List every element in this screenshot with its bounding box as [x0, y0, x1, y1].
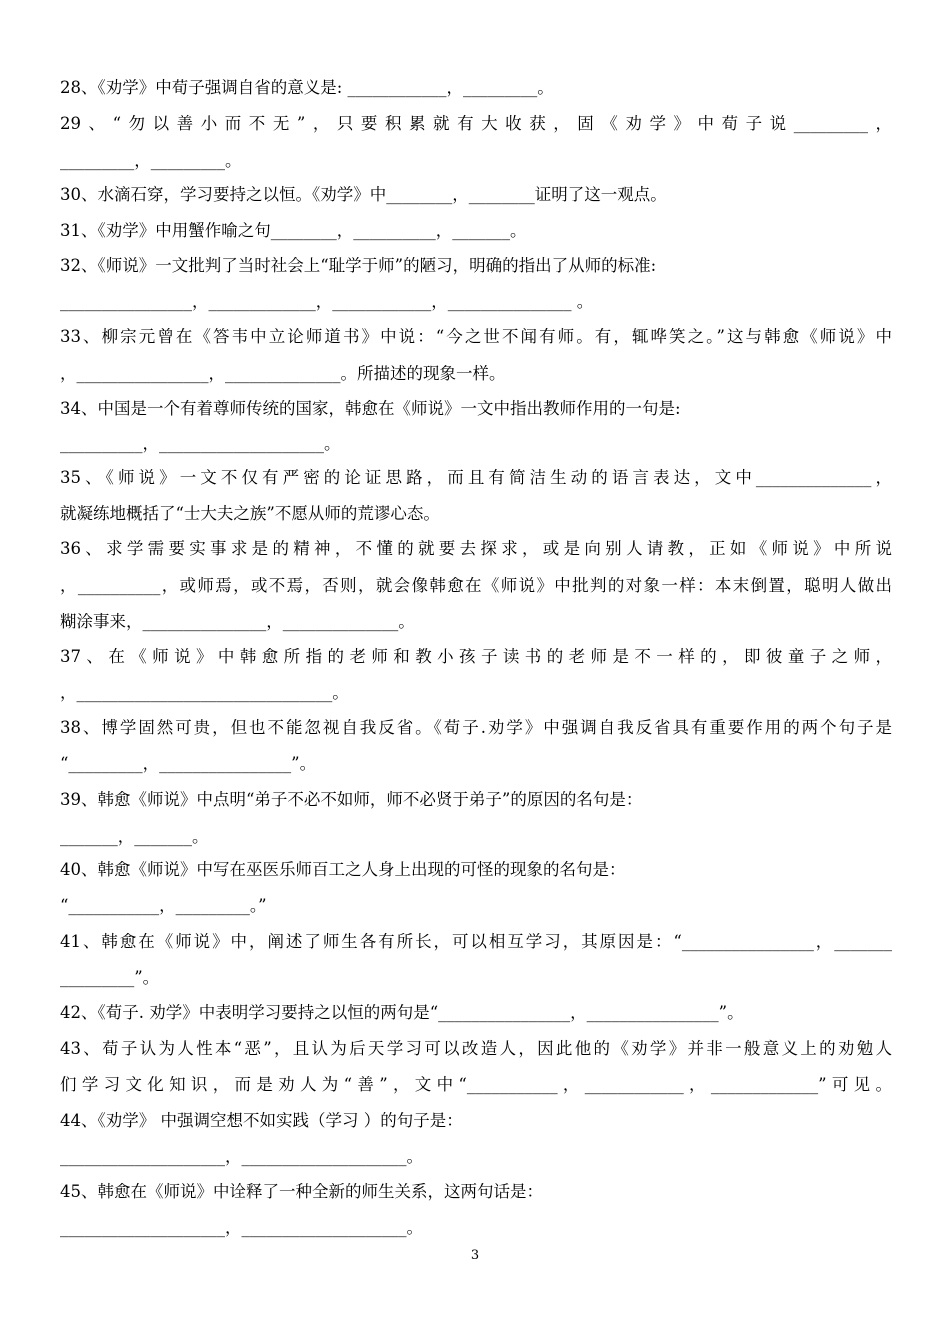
text-line: 们学习文化知识，而是劝人为“善”，文中“___________，____________，_____________”可见。 [60, 1075, 892, 1094]
text-line: _______，_______。 [60, 827, 209, 846]
text-line: 29、“勿以善小而不无”，只要积累就有大收获，固《劝学》中荀子说_________， [60, 114, 892, 133]
page-number: 3 [470, 1248, 480, 1263]
text-line: ，________________，______________。所描述的现象一样。 [60, 364, 506, 383]
text-line: 43、荀子认为人性本“恶”，且认为后天学习可以改造人，因此他的《劝学》并非一般意义上的劝勉人 [60, 1039, 892, 1058]
text-line: 糊涂事来，_______________，______________。 [60, 612, 415, 631]
text-line: 42、《荀子. 劝学》中表明学习要持之以恒的两句是“________________，________________”。 [60, 1003, 744, 1022]
text-line: _________”。 [60, 968, 160, 987]
text-line: ，__________，或师焉，或不焉，否则，就会像韩愈在《师说》中批判的对象一样：本末倒置，聪明人做出 [60, 576, 892, 595]
text-line: ________________，_____________，____________，_______________ 。 [60, 292, 594, 311]
text-line: ____________________，____________________。 [60, 1218, 423, 1237]
text-line: 38、博学固然可贵，但也不能忽视自我反省。《荀子.劝学》中强调自我反省具有重要作用的两个句子是 [60, 718, 892, 737]
text-line: 40、韩愈《师说》中写在巫医乐师百工之人身上出现的可怪的现象的名句是： [60, 860, 626, 879]
text-line: 39、韩愈《师说》中点明“弟子不必不如师，师不必贤于弟子”的原因的名句是： [60, 790, 643, 809]
text-line: 45、韩愈在《师说》中诠释了一种全新的师生关系，这两句话是： [60, 1182, 543, 1201]
text-line: ，_______________________________。 [60, 683, 349, 702]
text-line: 30、水滴石穿，学习要持之以恒。《劝学》中________，________证明了这一观点。 [60, 185, 667, 204]
text-line: 36、求学需要实事求是的精神，不懂的就要去探求，或是向别人请教，正如《师说》中所说 [60, 539, 892, 558]
text-line: “___________，_________。” [60, 896, 267, 915]
text-line: ____________________，____________________。 [60, 1147, 423, 1166]
text-line: 34、中国是一个有着尊师传统的国家，韩愈在《师说》一文中指出教师作用的一句是: [60, 399, 681, 418]
text-line: 35、《师说》一文不仅有严密的论证思路，而且有简洁生动的语言表达，文中______________， [60, 468, 892, 487]
text-line: 31、《劝学》中用蟹作喻之句________，__________，_______。 [60, 221, 527, 240]
text-line: “_________，________________”。 [60, 754, 317, 773]
text-line: 41、韩愈在《师说》中，阐述了师生各有所长，可以相互学习，其原因是：“________________，_______ [60, 932, 892, 951]
text-line: _________，_________。 [60, 151, 242, 170]
text-line: 32、《师说》一文批判了当时社会上“耻学于师”的陋习，明确的指出了从师的标准: [60, 256, 657, 275]
text-line: 就凝练地概括了“士大夫之族”不愿从师的荒谬心态。 [60, 504, 440, 523]
text-line: 44、《劝学》 中强调空想不如实践（学习 ）的句子是： [60, 1111, 463, 1130]
text-line: 37、在《师说》中韩愈所指的老师和教小孩子读书的老师是不一样的，即彼童子之师， [60, 647, 892, 666]
text-line: __________，____________________。 [60, 434, 341, 453]
text-line: 33、柳宗元曾在《答韦中立论师道书》中说：“今之世不闻有师。有，辄哗笑之。”这与韩愈《师说》中 [60, 327, 892, 346]
text-line: 28、《劝学》中荀子强调自省的意义是: ____________，_________。 [60, 78, 554, 97]
